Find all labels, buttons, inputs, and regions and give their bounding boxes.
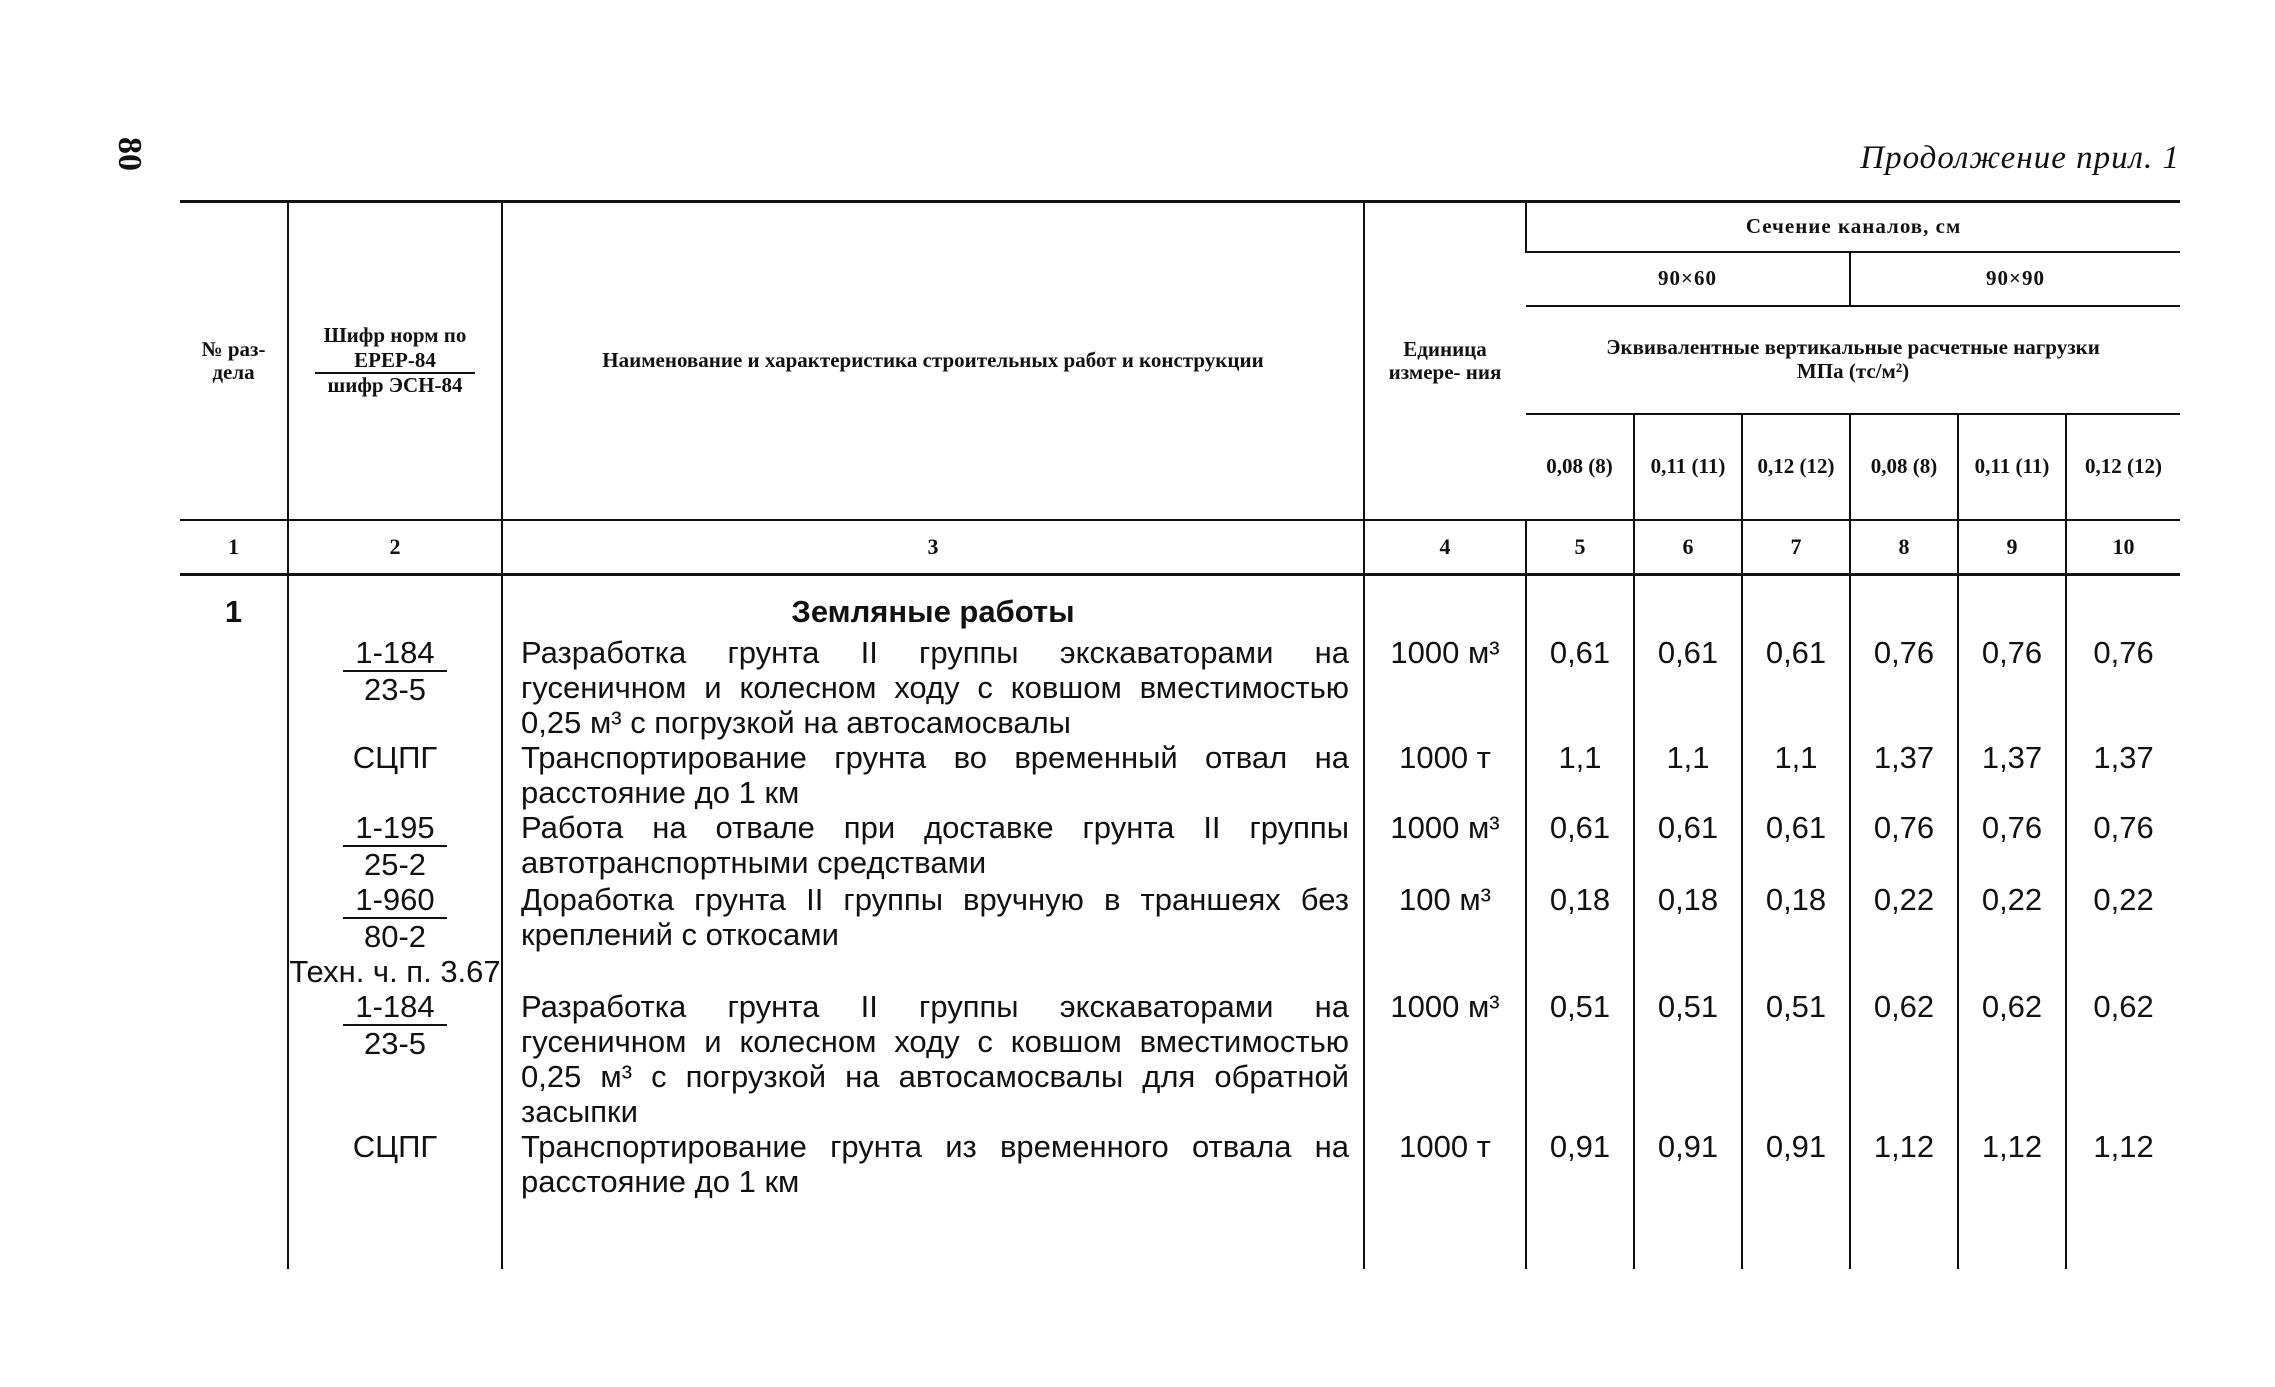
norm-code — [288, 740, 502, 810]
load-value: 1,37 — [1958, 740, 2066, 810]
load-value: 0,76 — [1958, 635, 2066, 740]
header-section-no: № раз- дела — [180, 202, 288, 520]
unit-cell: 1000 м³ — [1364, 635, 1526, 740]
unit-cell: 1000 м³ — [1364, 989, 1526, 1129]
norm-code-den: 25-2 — [363, 846, 427, 882]
load-value: 0,61 — [1634, 635, 1742, 740]
header-channels: Сечение каналов, см — [1526, 202, 2180, 252]
norm-code-den: 80-2 — [363, 918, 427, 954]
table-row — [180, 635, 2180, 740]
load-value: 1,1 — [1526, 740, 1634, 810]
load-value: 1,1 — [1742, 740, 1850, 810]
header-load-col: 0,08 (8) — [1850, 414, 1958, 520]
section-title: Земляные работы — [502, 574, 1364, 635]
load-value: 1,37 — [1850, 740, 1958, 810]
load-value: 0,76 — [1850, 810, 1958, 882]
unit-cell: 1000 м³ — [1364, 810, 1526, 882]
column-number: 10 — [2066, 520, 2180, 575]
load-value: 0,62 — [1958, 989, 2066, 1129]
table-row — [180, 1129, 2180, 1199]
unit-cell: 1000 т — [1364, 740, 1526, 810]
table-row — [180, 989, 2180, 1129]
header-size-a: 90×60 — [1526, 252, 1850, 306]
header-load-col: 0,12 (12) — [1742, 414, 1850, 520]
norm-code-num: 1-184 — [343, 989, 446, 1026]
norm-code-den: 23-5 — [363, 1025, 427, 1061]
load-value: 0,91 — [1634, 1129, 1742, 1199]
header-unit: Единица измере- ния — [1364, 202, 1526, 520]
column-number: 9 — [1958, 520, 2066, 575]
load-value: 0,61 — [1526, 635, 1634, 740]
norm-code — [288, 882, 502, 989]
load-value: 1,12 — [1850, 1129, 1958, 1199]
load-value: 0,76 — [1850, 635, 1958, 740]
header-name: Наименование и характеристика строительных работ и конструкции — [502, 202, 1364, 520]
load-value: 0,51 — [1634, 989, 1742, 1129]
section-row — [180, 574, 2180, 635]
continuation-note: Продолжение прил. 1 — [1860, 140, 2180, 176]
load-value: 0,76 — [2066, 810, 2180, 882]
column-number: 4 — [1364, 520, 1526, 575]
page-number: 80 — [111, 137, 148, 171]
load-value: 0,91 — [1742, 1129, 1850, 1199]
work-description: Транспортирование грунта из временного отвала на расстояние до 1 км — [502, 1129, 1364, 1199]
norm-code-text: СЦПГ — [352, 739, 438, 775]
norm-code — [288, 1129, 502, 1199]
header-load-col: 0,08 (8) — [1526, 414, 1634, 520]
work-description: Работа на отвале при доставке грунта II группы автотранспортными средствами — [502, 810, 1364, 882]
load-value: 0,91 — [1526, 1129, 1634, 1199]
column-number: 7 — [1742, 520, 1850, 575]
load-value: 0,22 — [1958, 882, 2066, 989]
column-number: 8 — [1850, 520, 1958, 575]
column-number: 3 — [502, 520, 1364, 575]
work-description: Транспортирование грунта во временный отвал на расстояние до 1 км — [502, 740, 1364, 810]
norm-code — [288, 635, 502, 740]
load-value: 0,62 — [2066, 989, 2180, 1129]
load-value: 0,18 — [1526, 882, 1634, 989]
column-numbers-row — [180, 520, 2180, 575]
load-value: 1,12 — [2066, 1129, 2180, 1199]
load-value: 0,76 — [2066, 635, 2180, 740]
unit-cell: 100 м³ — [1364, 882, 1526, 989]
header-load-col: 0,12 (12) — [2066, 414, 2180, 520]
table-row — [180, 740, 2180, 810]
norm-code-den: 23-5 — [363, 671, 427, 707]
work-description: Разработка грунта II группы экскаваторами на гусеничном и колесном ходу с ковшом вместимостью 0,25 м³ с погрузкой на автосамосвалы для обратной засыпки — [502, 989, 1364, 1129]
header-code-frac-den: шифр ЭСН-84 — [327, 373, 463, 398]
load-value: 1,12 — [1958, 1129, 2066, 1199]
work-description: Доработка грунта II группы вручную в траншеях без креплений с откосами — [502, 882, 1364, 989]
column-number: 2 — [288, 520, 502, 575]
norm-code-text: СЦПГ — [352, 1128, 438, 1164]
norm-code-text: Техн. ч. п. 3.67 — [289, 953, 501, 989]
norms-table — [180, 200, 2180, 1269]
header-code-frac-num: ЕРЕР-84 — [315, 349, 474, 374]
work-description: Разработка грунта II группы экскаваторами на гусеничном и колесном ходу с ковшом вместимостью 0,25 м³ с погрузкой на автосамосвалы — [502, 635, 1364, 740]
load-value: 0,61 — [1742, 810, 1850, 882]
header-code: Шифр норм по $\frac{\text{ЕРЕР-84}}{\text{шифр ЭСН-84}}$ — [288, 202, 502, 520]
header-size-b: 90×90 — [1850, 252, 2180, 306]
load-value: 1,1 — [1634, 740, 1742, 810]
load-value: 0,51 — [1742, 989, 1850, 1129]
header-load-col: 0,11 (11) — [1634, 414, 1742, 520]
load-value: 0,18 — [1634, 882, 1742, 989]
load-value: 0,76 — [1958, 810, 2066, 882]
column-number: 6 — [1634, 520, 1742, 575]
load-value: 0,18 — [1742, 882, 1850, 989]
load-value: 0,22 — [1850, 882, 1958, 989]
section-number: 1 — [224, 593, 243, 629]
load-value: 0,22 — [2066, 882, 2180, 989]
table-row — [180, 882, 2180, 989]
table-row — [180, 810, 2180, 882]
load-value: 1,37 — [2066, 740, 2180, 810]
column-number: 1 — [180, 520, 288, 575]
load-value: 0,61 — [1742, 635, 1850, 740]
unit-cell: 1000 т — [1364, 1129, 1526, 1199]
load-value: 0,62 — [1850, 989, 1958, 1129]
norm-code — [288, 989, 502, 1129]
column-number: 5 — [1526, 520, 1634, 575]
norm-code-num: 1-195 — [343, 810, 446, 847]
load-value: 0,51 — [1526, 989, 1634, 1129]
load-value: 0,61 — [1634, 810, 1742, 882]
header-load-col: 0,11 (11) — [1958, 414, 2066, 520]
norm-code-num: 1-184 — [343, 635, 446, 672]
norm-code — [288, 810, 502, 882]
load-value: 0,61 — [1526, 810, 1634, 882]
norm-code-num: 1-960 — [343, 882, 446, 919]
header-loads: Эквивалентные вертикальные расчетные нагрузки МПа (тс/м²) — [1526, 306, 2180, 414]
